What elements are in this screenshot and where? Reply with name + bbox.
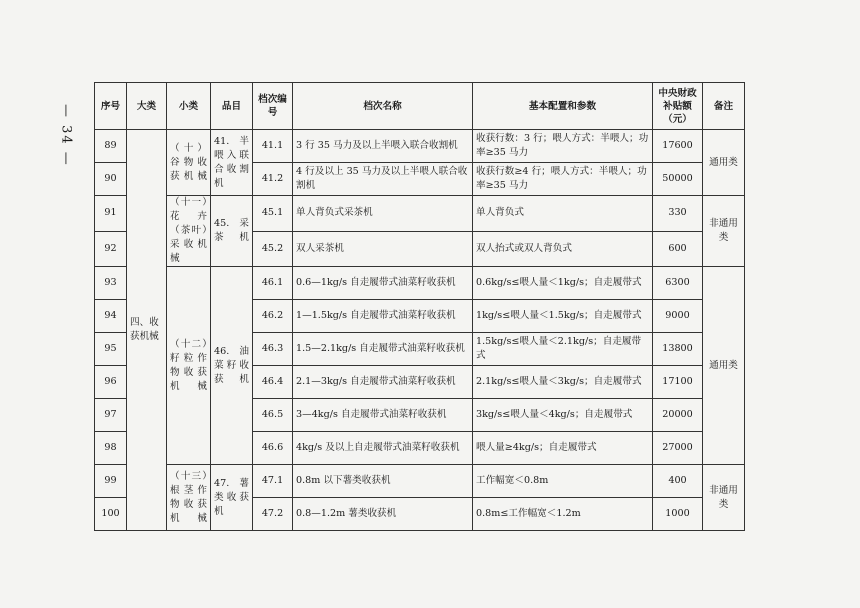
subsidy-cell: 600 (653, 231, 703, 267)
subsidy-cell: 1000 (653, 498, 703, 531)
table-row (95, 267, 745, 300)
note-cell: 非通用类 (703, 465, 745, 531)
code-cell: 46.4 (253, 366, 293, 399)
subsidy-cell: 27000 (653, 432, 703, 465)
header-code: 档次编号 (253, 83, 293, 130)
code-cell: 46.2 (253, 300, 293, 333)
seq-cell: 94 (95, 300, 127, 333)
header-seq: 序号 (95, 83, 127, 130)
header-note: 备注 (703, 83, 745, 130)
note-cell: 通用类 (703, 130, 745, 196)
header-item: 品目 (211, 83, 253, 130)
subsidy-table (94, 82, 745, 531)
table-row (95, 196, 745, 232)
minor-class-cell: （十二）籽粒作物收获机械 (167, 267, 211, 465)
config-cell: 2.1kg/s≤喂人量＜3kg/s；自走履带式 (473, 366, 653, 399)
minor-class-cell: （十）谷物收获机械 (167, 130, 211, 196)
subsidy-cell: 20000 (653, 399, 703, 432)
seq-cell: 98 (95, 432, 127, 465)
seq-cell: 95 (95, 333, 127, 366)
subsidy-cell: 9000 (653, 300, 703, 333)
config-cell: 收获行数：3 行；喂人方式：半喂人；功率≥35 马力 (473, 130, 653, 163)
config-cell: 3kg/s≤喂人量＜4kg/s；自走履带式 (473, 399, 653, 432)
config-cell: 工作幅宽＜0.8m (473, 465, 653, 498)
item-cell: 45. 采茶机 (211, 196, 253, 267)
name-cell: 双人采茶机 (293, 231, 473, 267)
code-cell: 47.1 (253, 465, 293, 498)
config-cell: 0.8m≤工作幅宽＜1.2m (473, 498, 653, 531)
note-cell: 非通用类 (703, 196, 745, 267)
minor-class-cell: （十一）花卉（茶叶）采收机械 (167, 196, 211, 267)
config-cell: 单人背负式 (473, 196, 653, 232)
name-cell: 1—1.5kg/s 自走履带式油菜籽收获机 (293, 300, 473, 333)
code-cell: 45.2 (253, 231, 293, 267)
header-minor: 小类 (167, 83, 211, 130)
config-cell: 0.6kg/s≤喂人量＜1kg/s；自走履带式 (473, 267, 653, 300)
config-cell: 收获行数≥4 行；喂人方式：半喂人；功率≥35 马力 (473, 163, 653, 196)
config-cell: 1kg/s≤喂人量＜1.5kg/s；自走履带式 (473, 300, 653, 333)
major-class-cell: 四、收获机械 (127, 130, 167, 531)
subsidy-cell: 400 (653, 465, 703, 498)
header-subsidy: 中央财政补贴额（元） (653, 83, 703, 130)
code-cell: 46.5 (253, 399, 293, 432)
name-cell: 0.6—1kg/s 自走履带式油菜籽收获机 (293, 267, 473, 300)
seq-cell: 99 (95, 465, 127, 498)
seq-cell: 92 (95, 231, 127, 267)
note-cell: 通用类 (703, 267, 745, 465)
seq-cell: 100 (95, 498, 127, 531)
config-cell: 1.5kg/s≤喂人量＜2.1kg/s；自走履带式 (473, 333, 653, 366)
seq-cell: 90 (95, 163, 127, 196)
header-major: 大类 (127, 83, 167, 130)
subsidy-cell: 330 (653, 196, 703, 232)
subsidy-cell: 13800 (653, 333, 703, 366)
name-cell: 0.8—1.2m 薯类收获机 (293, 498, 473, 531)
table-row (95, 465, 745, 498)
item-cell: 46. 油菜籽收获机 (211, 267, 253, 465)
name-cell: 4kg/s 及以上自走履带式油菜籽收获机 (293, 432, 473, 465)
table-row (95, 130, 745, 163)
name-cell: 4 行及以上 35 马力及以上半喂人联合收割机 (293, 163, 473, 196)
subsidy-cell: 6300 (653, 267, 703, 300)
header-config: 基本配置和参数 (473, 83, 653, 130)
header-name: 档次名称 (293, 83, 473, 130)
header-row (95, 83, 745, 130)
seq-cell: 91 (95, 196, 127, 232)
seq-cell: 97 (95, 399, 127, 432)
code-cell: 46.6 (253, 432, 293, 465)
subsidy-cell: 17600 (653, 130, 703, 163)
code-cell: 47.2 (253, 498, 293, 531)
name-cell: 2.1—3kg/s 自走履带式油菜籽收获机 (293, 366, 473, 399)
page-number: — 34 — (58, 103, 74, 167)
seq-cell: 89 (95, 130, 127, 163)
seq-cell: 96 (95, 366, 127, 399)
code-cell: 46.1 (253, 267, 293, 300)
item-cell: 47. 薯类收获机 (211, 465, 253, 531)
code-cell: 46.3 (253, 333, 293, 366)
subsidy-cell: 17100 (653, 366, 703, 399)
name-cell: 单人背负式采茶机 (293, 196, 473, 232)
subsidy-cell: 50000 (653, 163, 703, 196)
name-cell: 0.8m 以下薯类收获机 (293, 465, 473, 498)
code-cell: 45.1 (253, 196, 293, 232)
config-cell: 喂人量≥4kg/s；自走履带式 (473, 432, 653, 465)
name-cell: 3—4kg/s 自走履带式油菜籽收获机 (293, 399, 473, 432)
minor-class-cell: （十三）根茎作物收获机械 (167, 465, 211, 531)
name-cell: 3 行 35 马力及以上半喂入联合收割机 (293, 130, 473, 163)
config-cell: 双人抬式或双人背负式 (473, 231, 653, 267)
seq-cell: 93 (95, 267, 127, 300)
item-cell: 41. 半喂入联合收割机 (211, 130, 253, 196)
name-cell: 1.5—2.1kg/s 自走履带式油菜籽收获机 (293, 333, 473, 366)
code-cell: 41.2 (253, 163, 293, 196)
code-cell: 41.1 (253, 130, 293, 163)
